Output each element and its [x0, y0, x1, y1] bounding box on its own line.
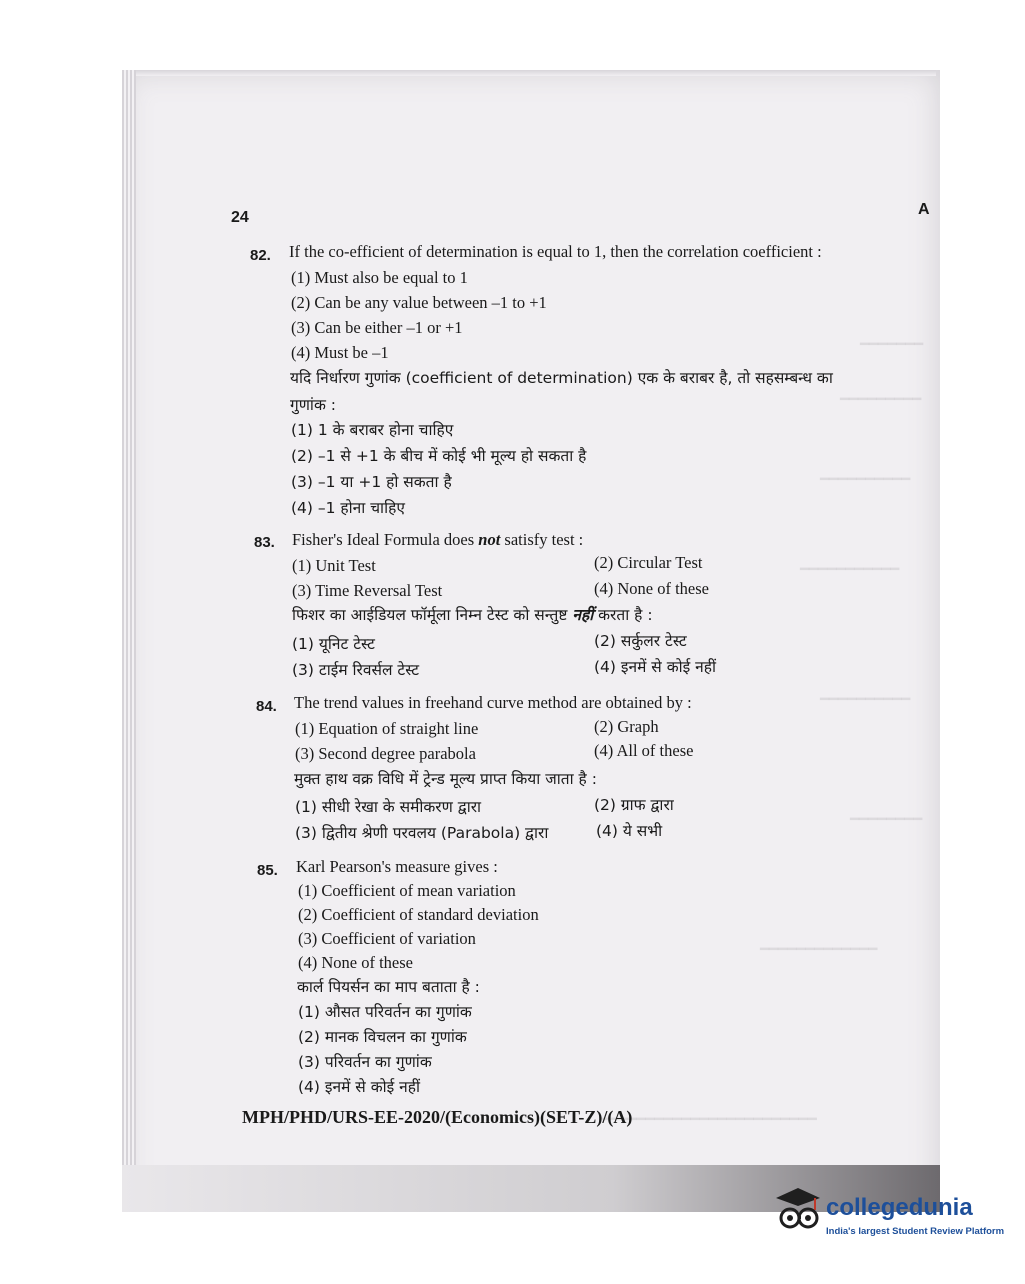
- option-en: (2) Can be any value between –1 to +1: [291, 293, 547, 312]
- emphasis-nahin: नहीं: [572, 606, 594, 624]
- option-en: (1) Coefficient of mean variation: [298, 881, 516, 900]
- brand-name: collegedunia: [826, 1194, 973, 1221]
- option-en: (4) Must be –1: [291, 343, 389, 362]
- question-text-hi: कार्ल पियर्सन का माप बताता है :: [297, 978, 480, 996]
- option-hi: (4) इनमें से कोई नहीं: [298, 1078, 421, 1096]
- option-hi: (1) सीधी रेखा के समीकरण द्वारा: [295, 798, 482, 816]
- mascot-icon: [768, 1180, 828, 1240]
- set-label: A: [918, 201, 930, 218]
- option-hi: (4) ये सभी: [596, 822, 663, 840]
- question-number: 82.: [250, 247, 271, 264]
- option-en: (1) Unit Test: [292, 556, 376, 575]
- page-number: 24: [231, 209, 249, 226]
- question-number: 84.: [256, 698, 277, 715]
- paper-code-footer: MPH/PHD/URS-EE-2020/(Economics)(SET-Z)/(A): [242, 1107, 633, 1127]
- option-en: (4) None of these: [594, 579, 710, 598]
- question-text-en: The trend values in freehand curve method are obtained by :: [294, 693, 692, 712]
- option-en: (3) Time Reversal Test: [292, 581, 443, 600]
- option-en: (2) Coefficient of standard deviation: [298, 905, 539, 924]
- option-hi: (4) इनमें से कोई नहीं: [594, 658, 717, 676]
- option-en: (1) Must also be equal to 1: [291, 268, 468, 287]
- option-en: (4) All of these: [594, 741, 694, 760]
- option-hi: (3) टाईम रिवर्सल टेस्ट: [292, 661, 420, 679]
- emphasis-not: not: [478, 530, 501, 549]
- question-text-en: If the co-efficient of determination is equal to 1, then the correlation coefficient :: [289, 242, 822, 261]
- page-stack-edge: [122, 70, 136, 1212]
- option-en: (3) Second degree parabola: [295, 744, 476, 763]
- option-hi: (3) द्वितीय श्रेणी परवलय (Parabola) द्वारा: [295, 824, 549, 842]
- option-en: (4) None of these: [298, 953, 414, 972]
- question-number: 85.: [257, 862, 278, 879]
- question-text-hi: यदि निर्धारण गुणांक (coefficient of determination) एक के बराबर है, तो सहसम्बन्ध का: [290, 369, 833, 387]
- option-en: (1) Equation of straight line: [295, 719, 479, 738]
- option-hi: (2) –1 से +1 के बीच में कोई भी मूल्य हो सकता है: [291, 447, 587, 465]
- option-hi: (2) सर्कुलर टेस्ट: [594, 632, 687, 650]
- option-hi: (2) मानक विचलन का गुणांक: [298, 1028, 467, 1046]
- option-hi: (1) यूनिट टेस्ट: [292, 635, 375, 653]
- option-en: (3) Coefficient of variation: [298, 929, 476, 948]
- question-text-hi: फिशर का आईडियल फॉर्मूला निम्न टेस्ट को सन्तुष्ट नहीं करता है :: [292, 606, 653, 624]
- option-hi: (2) ग्राफ द्वारा: [594, 796, 674, 814]
- option-en: (3) Can be either –1 or +1: [291, 318, 463, 337]
- option-en: (2) Graph: [594, 717, 659, 736]
- option-en: (2) Circular Test: [594, 553, 703, 572]
- option-hi: (1) औसत परिवर्तन का गुणांक: [298, 1003, 472, 1021]
- option-hi: (1) 1 के बराबर होना चाहिए: [291, 421, 454, 439]
- question-number: 83.: [254, 534, 275, 551]
- question-text-en: Karl Pearson's measure gives :: [296, 857, 498, 876]
- option-hi: (4) –1 होना चाहिए: [291, 499, 405, 517]
- question-text-en: Fisher's Ideal Formula does not satisfy test :: [292, 530, 584, 549]
- brand-tagline: India's largest Student Review Platform: [826, 1226, 1005, 1237]
- question-text-hi-cont: गुणांक :: [290, 396, 337, 414]
- question-text-hi: मुक्त हाथ वक्र विधि में ट्रेन्ड मूल्य प्राप्त किया जाता है :: [294, 770, 597, 788]
- option-hi: (3) परिवर्तन का गुणांक: [298, 1053, 432, 1071]
- option-hi: (3) –1 या +1 हो सकता है: [291, 473, 452, 491]
- page-top-edge: [136, 70, 936, 76]
